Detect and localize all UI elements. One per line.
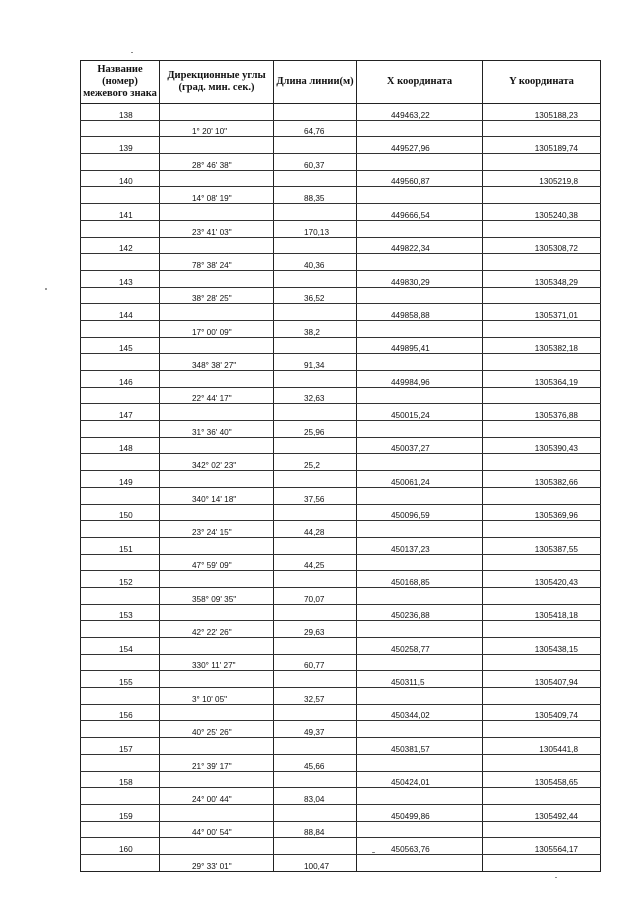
empty-cell <box>160 170 274 187</box>
y-coordinate: 1305348,29 <box>483 270 601 287</box>
marker-name: 140 <box>81 170 160 187</box>
empty-cell <box>160 771 274 788</box>
empty-cell <box>483 487 601 504</box>
empty-cell <box>274 638 357 655</box>
empty-cell <box>274 237 357 254</box>
marker-name: 160 <box>81 838 160 855</box>
empty-cell <box>357 354 483 371</box>
empty-cell <box>81 220 160 237</box>
line-row <box>81 220 601 237</box>
y-coordinate: 1305407,94 <box>483 671 601 688</box>
marker-name: 156 <box>81 704 160 721</box>
empty-cell <box>274 537 357 554</box>
empty-cell <box>483 854 601 871</box>
directional-angle: 40° 25' 26" <box>160 721 274 738</box>
directional-angle: 24° 00' 44" <box>160 788 274 805</box>
directional-angle: 14° 08' 19" <box>160 187 274 204</box>
empty-cell <box>160 537 274 554</box>
empty-cell <box>274 304 357 321</box>
x-coordinate: 449830,29 <box>357 270 483 287</box>
x-coordinate: 450061,24 <box>357 471 483 488</box>
empty-cell <box>483 521 601 538</box>
empty-cell <box>81 487 160 504</box>
empty-cell <box>81 154 160 171</box>
directional-angle: 38° 28' 25" <box>160 287 274 304</box>
empty-cell <box>81 254 160 271</box>
empty-cell <box>160 471 274 488</box>
marker-name: 151 <box>81 537 160 554</box>
x-coordinate: 450168,85 <box>357 571 483 588</box>
line-length: 49,37 <box>274 721 357 738</box>
line-row <box>81 621 601 638</box>
scan-speck <box>45 288 47 290</box>
empty-cell <box>160 704 274 721</box>
empty-cell <box>274 804 357 821</box>
empty-cell <box>483 587 601 604</box>
empty-cell <box>274 204 357 221</box>
empty-cell <box>81 688 160 705</box>
line-row <box>81 554 601 571</box>
empty-cell <box>357 320 483 337</box>
line-length: 32,57 <box>274 688 357 705</box>
empty-cell <box>160 404 274 421</box>
line-length: 83,04 <box>274 788 357 805</box>
empty-cell <box>81 821 160 838</box>
empty-cell <box>483 821 601 838</box>
x-coordinate: 450381,57 <box>357 738 483 755</box>
y-coordinate: 1305240,38 <box>483 204 601 221</box>
empty-cell <box>274 604 357 621</box>
x-coordinate: 450137,23 <box>357 537 483 554</box>
empty-cell <box>483 788 601 805</box>
line-length: 40,36 <box>274 254 357 271</box>
line-row <box>81 354 601 371</box>
directional-angle: 342° 02' 23" <box>160 454 274 471</box>
empty-cell <box>160 738 274 755</box>
empty-cell <box>81 854 160 871</box>
line-length: 44,25 <box>274 554 357 571</box>
empty-cell <box>160 604 274 621</box>
line-length: 88,84 <box>274 821 357 838</box>
empty-cell <box>81 788 160 805</box>
empty-cell <box>357 454 483 471</box>
x-coordinate: 449527,96 <box>357 137 483 154</box>
x-coordinate: 449984,96 <box>357 371 483 388</box>
y-coordinate: 1305390,43 <box>483 437 601 454</box>
line-row <box>81 821 601 838</box>
empty-cell <box>274 371 357 388</box>
y-coordinate: 1305420,43 <box>483 571 601 588</box>
x-coordinate: 449822,34 <box>357 237 483 254</box>
empty-cell <box>81 554 160 571</box>
point-row <box>81 771 601 788</box>
empty-cell <box>160 137 274 154</box>
empty-cell <box>81 587 160 604</box>
directional-angle: 3° 10' 05" <box>160 688 274 705</box>
table-body <box>81 104 601 872</box>
line-row <box>81 521 601 538</box>
empty-cell <box>357 487 483 504</box>
empty-cell <box>274 671 357 688</box>
point-row <box>81 371 601 388</box>
x-coordinate: 450311,5 <box>357 671 483 688</box>
line-length: 45,66 <box>274 754 357 771</box>
x-coordinate: 450236,88 <box>357 604 483 621</box>
y-coordinate: 1305564,17 <box>483 838 601 855</box>
line-length: 38,2 <box>274 320 357 337</box>
point-row <box>81 671 601 688</box>
scan-speck <box>131 52 133 53</box>
point-row <box>81 270 601 287</box>
empty-cell <box>483 220 601 237</box>
header-marker-name: Название (номер) межевого знака <box>81 61 160 104</box>
empty-cell <box>357 287 483 304</box>
empty-cell <box>357 621 483 638</box>
empty-cell <box>81 187 160 204</box>
empty-cell <box>160 571 274 588</box>
directional-angle: 42° 22' 26" <box>160 621 274 638</box>
y-coordinate: 1305189,74 <box>483 137 601 154</box>
y-coordinate: 1305376,88 <box>483 404 601 421</box>
y-coordinate: 1305371,01 <box>483 304 601 321</box>
empty-cell <box>274 738 357 755</box>
directional-angle: 330° 11' 27" <box>160 654 274 671</box>
line-length: 60,37 <box>274 154 357 171</box>
line-length: 44,28 <box>274 521 357 538</box>
line-row <box>81 320 601 337</box>
line-length: 32,63 <box>274 387 357 404</box>
marker-name: 158 <box>81 771 160 788</box>
x-coordinate: 449560,87 <box>357 170 483 187</box>
empty-cell <box>357 120 483 137</box>
empty-cell <box>81 387 160 404</box>
point-row <box>81 437 601 454</box>
empty-cell <box>160 104 274 121</box>
line-row <box>81 387 601 404</box>
x-coordinate: 450344,02 <box>357 704 483 721</box>
empty-cell <box>483 621 601 638</box>
y-coordinate: 1305382,18 <box>483 337 601 354</box>
line-length: 29,63 <box>274 621 357 638</box>
directional-angle: 358° 09' 35" <box>160 587 274 604</box>
marker-name: 155 <box>81 671 160 688</box>
empty-cell <box>483 320 601 337</box>
point-row <box>81 804 601 821</box>
empty-cell <box>483 754 601 771</box>
marker-name: 146 <box>81 371 160 388</box>
y-coordinate: 1305364,19 <box>483 371 601 388</box>
header-x-coordinate: X координата <box>357 61 483 104</box>
empty-cell <box>357 154 483 171</box>
empty-cell <box>357 587 483 604</box>
line-row <box>81 587 601 604</box>
line-row <box>81 654 601 671</box>
marker-name: 144 <box>81 304 160 321</box>
marker-name: 145 <box>81 337 160 354</box>
x-coordinate: 449666,54 <box>357 204 483 221</box>
empty-cell <box>483 254 601 271</box>
directional-angle: 21° 39' 17" <box>160 754 274 771</box>
empty-cell <box>160 504 274 521</box>
empty-cell <box>160 371 274 388</box>
x-coordinate: 449895,41 <box>357 337 483 354</box>
x-coordinate: 450037,27 <box>357 437 483 454</box>
directional-angle: 1° 20' 10" <box>160 120 274 137</box>
point-row <box>81 704 601 721</box>
y-coordinate: 1305382,66 <box>483 471 601 488</box>
empty-cell <box>483 654 601 671</box>
empty-cell <box>357 788 483 805</box>
marker-name: 148 <box>81 437 160 454</box>
empty-cell <box>160 638 274 655</box>
directional-angle: 47° 59' 09" <box>160 554 274 571</box>
directional-angle: 31° 36' 40" <box>160 421 274 438</box>
line-row <box>81 688 601 705</box>
point-row <box>81 404 601 421</box>
directional-angle: 17° 00' 09" <box>160 320 274 337</box>
line-row <box>81 454 601 471</box>
point-row <box>81 337 601 354</box>
line-row <box>81 487 601 504</box>
marker-name: 138 <box>81 104 160 121</box>
marker-name: 154 <box>81 638 160 655</box>
empty-cell <box>81 721 160 738</box>
x-coordinate: 450563,76 <box>357 838 483 855</box>
line-row <box>81 287 601 304</box>
y-coordinate: 1305219,8 <box>483 170 601 187</box>
empty-cell <box>357 220 483 237</box>
empty-cell <box>483 688 601 705</box>
empty-cell <box>274 704 357 721</box>
scan-speck <box>555 877 557 878</box>
marker-name: 149 <box>81 471 160 488</box>
point-row <box>81 137 601 154</box>
x-coordinate: 450258,77 <box>357 638 483 655</box>
empty-cell <box>160 671 274 688</box>
empty-cell <box>357 187 483 204</box>
empty-cell <box>483 154 601 171</box>
empty-cell <box>81 320 160 337</box>
empty-cell <box>81 454 160 471</box>
empty-cell <box>274 337 357 354</box>
scan-speck <box>372 852 375 853</box>
y-coordinate: 1305438,15 <box>483 638 601 655</box>
point-row <box>81 304 601 321</box>
line-length: 36,52 <box>274 287 357 304</box>
empty-cell <box>81 521 160 538</box>
empty-cell <box>160 304 274 321</box>
line-row <box>81 721 601 738</box>
directional-angle: 28° 46' 38" <box>160 154 274 171</box>
y-coordinate: 1305458,65 <box>483 771 601 788</box>
empty-cell <box>483 421 601 438</box>
header-directional-angles: Дирекционные углы (град. мин. сек.) <box>160 61 274 104</box>
empty-cell <box>160 204 274 221</box>
directional-angle: 22° 44' 17" <box>160 387 274 404</box>
marker-name: 141 <box>81 204 160 221</box>
empty-cell <box>357 688 483 705</box>
empty-cell <box>483 721 601 738</box>
marker-name: 150 <box>81 504 160 521</box>
line-row <box>81 788 601 805</box>
marker-name: 147 <box>81 404 160 421</box>
empty-cell <box>483 454 601 471</box>
empty-cell <box>274 270 357 287</box>
point-row <box>81 604 601 621</box>
line-length: 88,35 <box>274 187 357 204</box>
empty-cell <box>357 721 483 738</box>
header-line-length: Длина линии(м) <box>274 61 357 104</box>
empty-cell <box>357 754 483 771</box>
point-row <box>81 537 601 554</box>
line-length: 60,77 <box>274 654 357 671</box>
directional-angle: 340° 14' 18" <box>160 487 274 504</box>
line-row <box>81 187 601 204</box>
empty-cell <box>274 571 357 588</box>
x-coordinate: 450096,59 <box>357 504 483 521</box>
empty-cell <box>483 287 601 304</box>
directional-angle: 78° 38' 24" <box>160 254 274 271</box>
x-coordinate: 450424,01 <box>357 771 483 788</box>
empty-cell <box>160 804 274 821</box>
x-coordinate: 449463,22 <box>357 104 483 121</box>
empty-cell <box>357 821 483 838</box>
coordinates-table <box>80 60 601 872</box>
line-row <box>81 754 601 771</box>
line-length: 25,2 <box>274 454 357 471</box>
directional-angle: 44° 00' 54" <box>160 821 274 838</box>
empty-cell <box>274 170 357 187</box>
point-row <box>81 838 601 855</box>
x-coordinate: 450499,86 <box>357 804 483 821</box>
empty-cell <box>81 354 160 371</box>
y-coordinate: 1305387,55 <box>483 537 601 554</box>
marker-name: 143 <box>81 270 160 287</box>
header-row <box>81 61 601 104</box>
y-coordinate: 1305308,72 <box>483 237 601 254</box>
directional-angle: 23° 41' 03" <box>160 220 274 237</box>
line-length: 37,56 <box>274 487 357 504</box>
line-row <box>81 154 601 171</box>
empty-cell <box>160 337 274 354</box>
point-row <box>81 638 601 655</box>
empty-cell <box>160 437 274 454</box>
empty-cell <box>357 521 483 538</box>
empty-cell <box>81 621 160 638</box>
line-row <box>81 421 601 438</box>
y-coordinate: 1305409,74 <box>483 704 601 721</box>
empty-cell <box>274 104 357 121</box>
point-row <box>81 571 601 588</box>
empty-cell <box>357 254 483 271</box>
line-length: 64,76 <box>274 120 357 137</box>
directional-angle: 348° 38' 27" <box>160 354 274 371</box>
empty-cell <box>274 404 357 421</box>
line-length: 70,07 <box>274 587 357 604</box>
empty-cell <box>81 654 160 671</box>
empty-cell <box>357 554 483 571</box>
empty-cell <box>357 387 483 404</box>
empty-cell <box>81 120 160 137</box>
x-coordinate: 449858,88 <box>357 304 483 321</box>
empty-cell <box>357 421 483 438</box>
point-row <box>81 471 601 488</box>
directional-angle: 23° 24' 15" <box>160 521 274 538</box>
y-coordinate: 1305418,18 <box>483 604 601 621</box>
empty-cell <box>274 771 357 788</box>
marker-name: 157 <box>81 738 160 755</box>
empty-cell <box>483 187 601 204</box>
line-length: 91,34 <box>274 354 357 371</box>
empty-cell <box>81 754 160 771</box>
point-row <box>81 738 601 755</box>
marker-name: 153 <box>81 604 160 621</box>
empty-cell <box>160 270 274 287</box>
empty-cell <box>274 504 357 521</box>
header-y-coordinate: Y координата <box>483 61 601 104</box>
empty-cell <box>483 387 601 404</box>
marker-name: 152 <box>81 571 160 588</box>
directional-angle: 29° 33' 01" <box>160 854 274 871</box>
empty-cell <box>483 354 601 371</box>
marker-name: 142 <box>81 237 160 254</box>
point-row <box>81 504 601 521</box>
empty-cell <box>274 437 357 454</box>
line-row <box>81 254 601 271</box>
x-coordinate: 450015,24 <box>357 404 483 421</box>
empty-cell <box>483 120 601 137</box>
empty-cell <box>274 471 357 488</box>
point-row <box>81 237 601 254</box>
point-row <box>81 170 601 187</box>
empty-cell <box>357 854 483 871</box>
line-length: 170,13 <box>274 220 357 237</box>
line-row <box>81 120 601 137</box>
y-coordinate: 1305441,8 <box>483 738 601 755</box>
empty-cell <box>357 654 483 671</box>
y-coordinate: 1305369,96 <box>483 504 601 521</box>
empty-cell <box>274 838 357 855</box>
line-length: 25,96 <box>274 421 357 438</box>
point-row <box>81 104 601 121</box>
empty-cell <box>160 838 274 855</box>
marker-name: 139 <box>81 137 160 154</box>
empty-cell <box>81 421 160 438</box>
y-coordinate: 1305188,23 <box>483 104 601 121</box>
line-row <box>81 854 601 871</box>
empty-cell <box>81 287 160 304</box>
line-length: 100,47 <box>274 854 357 871</box>
marker-name: 159 <box>81 804 160 821</box>
empty-cell <box>274 137 357 154</box>
empty-cell <box>160 237 274 254</box>
point-row <box>81 204 601 221</box>
y-coordinate: 1305492,44 <box>483 804 601 821</box>
empty-cell <box>483 554 601 571</box>
